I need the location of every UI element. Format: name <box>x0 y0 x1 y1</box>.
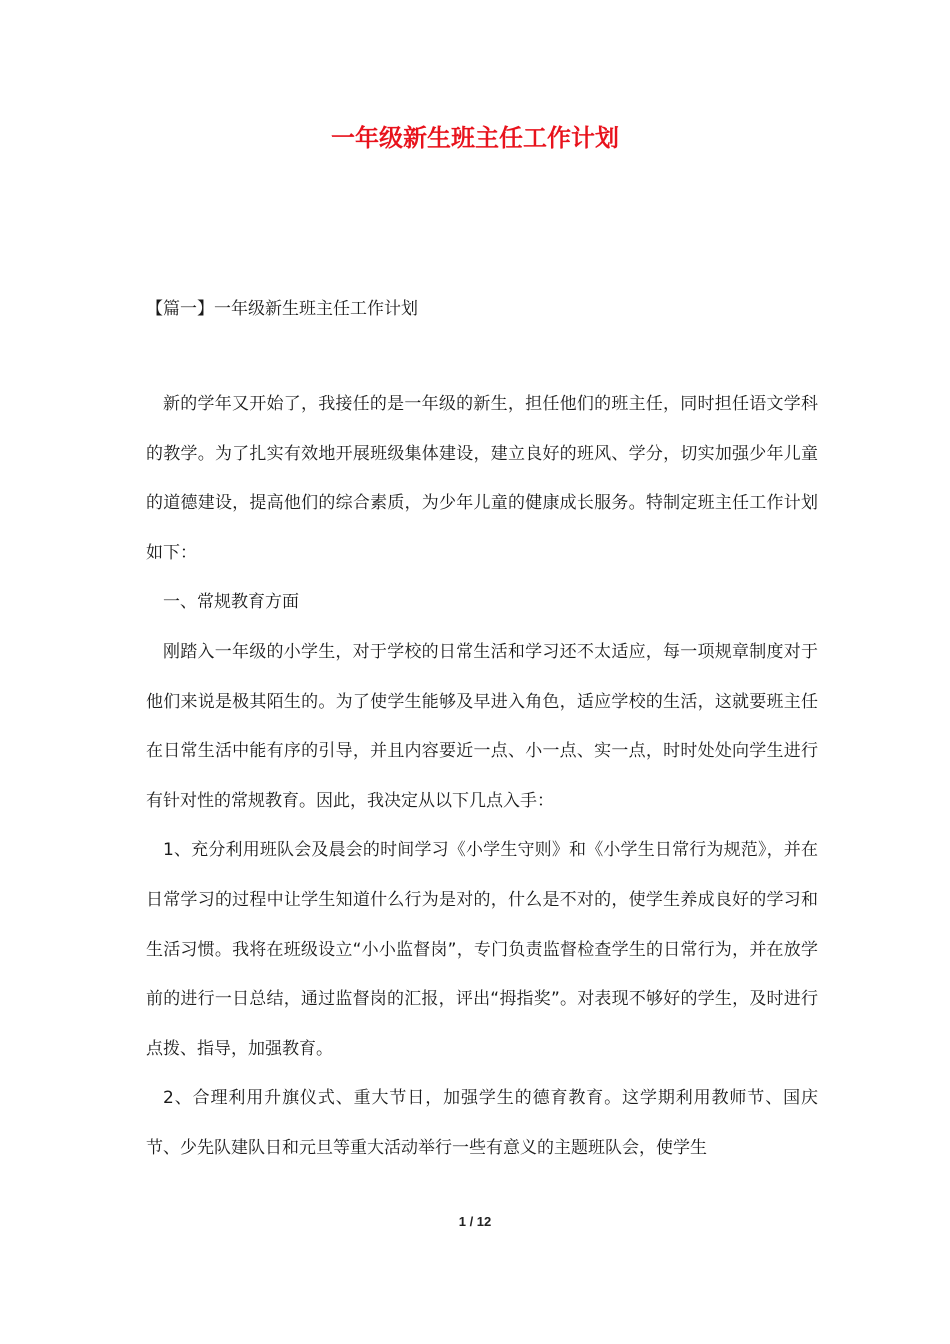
document-title: 一年级新生班主任工作计划 <box>331 123 619 152</box>
page-number: 1 / 12 <box>458 1214 492 1229</box>
paragraph-item-2: 2、合理利用升旗仪式、重大节日，加强学生的德育教育。这学期利用教师节、国庆节、少先队建队日和元旦等重大活动举行一些有意义的主题班队会，使学生 <box>146 1088 818 1158</box>
section-heading: 【篇一】一年级新生班主任工作计划 <box>146 299 418 319</box>
paragraph-routine: 刚踏入一年级的小学生，对于学校的日常生活和学习还不太适应，每一项规章制度对于他们来说是极其陌生的。为了使学生能够及早进入角色，适应学校的生活，这就要班主任在日常生活中能有序的引导，并且内容要近一点、小一点、实一点，时时处处向学生进行有针对性的常规教育。因此，我决定从以下几点入手： <box>146 641 818 811</box>
paragraph-item-1: 1、充分利用班队会及晨会的时间学习《小学生守则》和《小学生日常行为规范》，并在日常学习的过程中让学生知道什么行为是对的，什么是不对的，使学生养成良好的学习和生活习惯。我将在班级设立“小小监督岗”，专门负责监督检查学生的日常行为，并在放学前的进行一日总结，通过监督岗的汇报，评出“拇指奖”。对表现不够好的学生，及时进行点拨、指导，加强教育。 <box>146 840 818 1059</box>
paragraph-subheading: 一、常规教育方面 <box>163 592 299 613</box>
document-body <box>146 380 818 1174</box>
paragraph-intro: 新的学年又开始了，我接任的是一年级的新生，担任他们的班主任，同时担任语文学科的教学。为了扎实有效地开展班级集体建设，建立良好的班风、学分，切实加强少年儿童的道德建设，提高他们的综合素质，为少年儿童的健康成长服务。特制定班主任工作计划如下： <box>146 394 818 563</box>
